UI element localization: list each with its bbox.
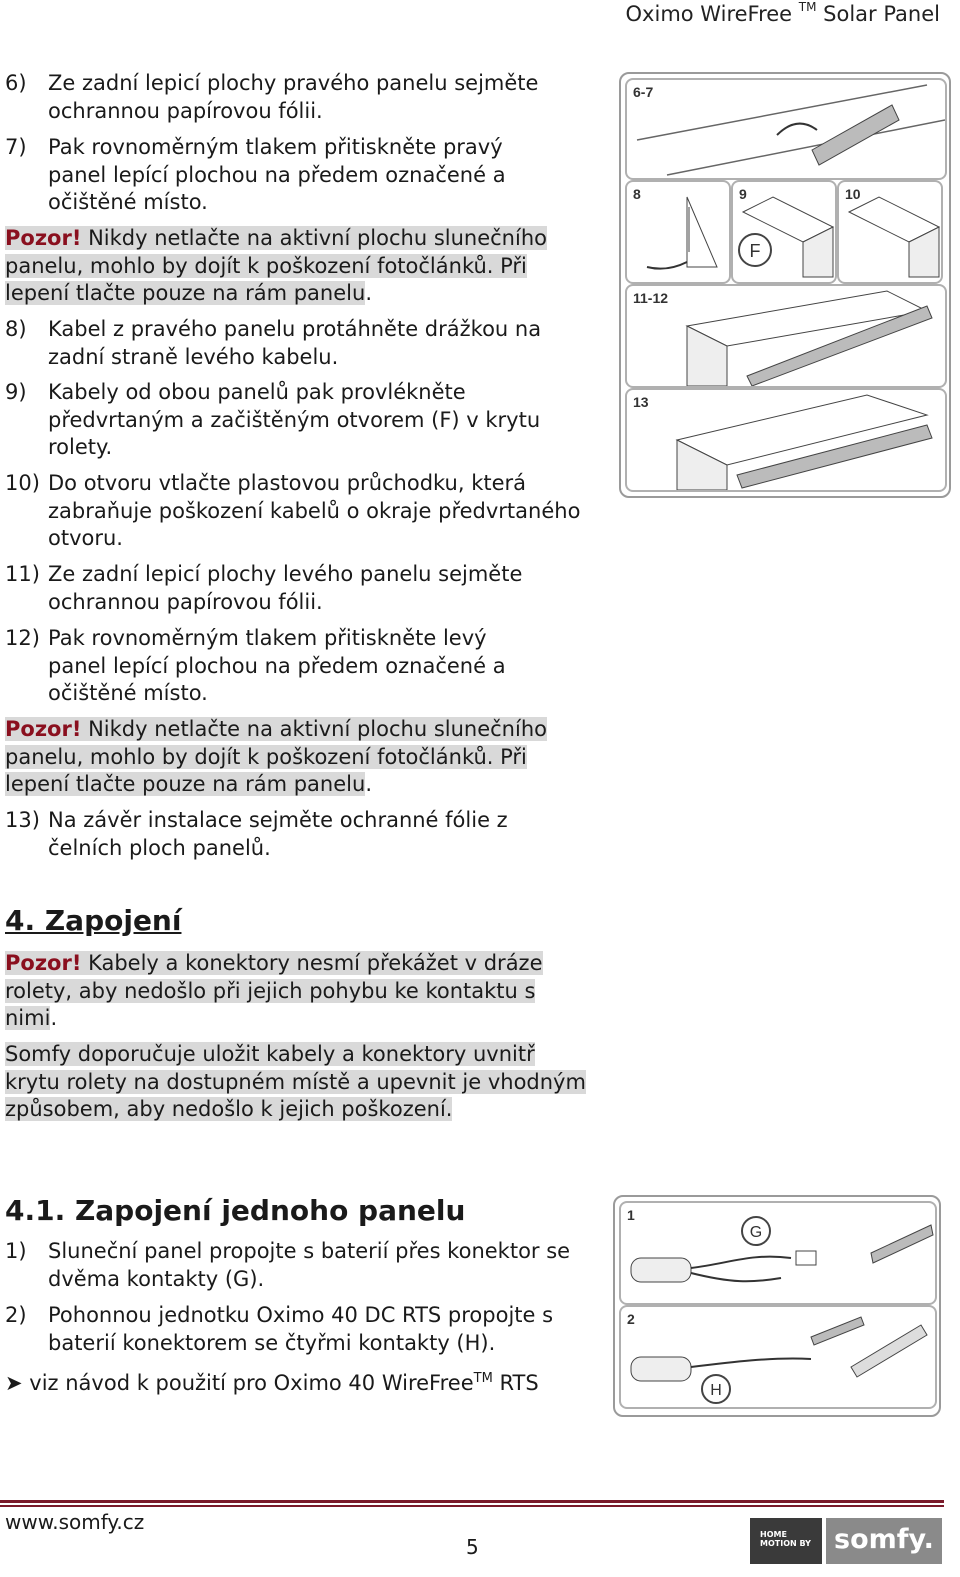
warning-text: Nikdy netlačte na aktivní plochu slunečního panelu, mohlo by dojít k poškození fotočlánků. Při lepení tlačte pouze na rám panelu xyxy=(5,226,547,305)
callout-h: H xyxy=(710,1382,722,1399)
step-6 xyxy=(5,70,605,125)
warning-label: Pozor! xyxy=(5,951,82,975)
panel-illustration xyxy=(621,1203,935,1303)
step-number: 7) xyxy=(5,135,27,159)
step-text: Pak rovnoměrným tlakem přitiskněte levý panel lepící plochou na předem označené a očištěné místo. xyxy=(48,626,506,705)
figure-panel-10 xyxy=(837,180,943,284)
warning-end: . xyxy=(365,772,372,796)
panel-label: 13 xyxy=(633,394,649,410)
step-text: Ze zadní lepicí plochy pravého panelu sejměte ochrannou papírovou fólii. xyxy=(48,71,539,123)
wiring-figure xyxy=(613,1195,941,1417)
figure-panel-11-12 xyxy=(625,284,947,388)
figure-panel-8 xyxy=(625,180,731,284)
warning-text: Kabely a konektory nesmí překážet v dráze rolety, aby nedošlo při jejich pohybu ke kontaktu s nimi xyxy=(5,951,543,1030)
note-text: Somfy doporučuje uložit kabely a konektory uvnitř krytu rolety na dostupném místě a upevnit je vhodným způsobem, aby nedošlo k jejich poškození. xyxy=(5,1042,586,1121)
step-number: 1) xyxy=(5,1239,27,1263)
running-header xyxy=(626,0,940,26)
panel-label: 2 xyxy=(627,1311,635,1327)
header-tm: TM xyxy=(798,0,817,14)
reference-text-a: viz návod k použití pro Oximo 40 WireFree xyxy=(22,1371,474,1395)
home-motion-logo: HOME MOTION BY xyxy=(750,1518,822,1564)
step-number: 13) xyxy=(5,808,40,832)
header-title-b: Solar Panel xyxy=(816,2,940,26)
panel-label: 8 xyxy=(633,186,641,202)
warning-end: . xyxy=(365,281,372,305)
section-4-warning xyxy=(5,950,565,1033)
figure-panel-9 xyxy=(731,180,837,284)
figure-panel-1 xyxy=(619,1201,937,1305)
step-number: 10) xyxy=(5,471,40,495)
step-number: 6) xyxy=(5,71,27,95)
section-4-heading: 4. Zapojení xyxy=(5,904,182,937)
step-text: Ze zadní lepicí plochy levého panelu sejměte ochrannou papírovou fólii. xyxy=(48,562,523,614)
panel-label: 9 xyxy=(739,186,747,202)
callout-f: F xyxy=(749,241,761,261)
step-13 xyxy=(5,807,605,862)
step-text: Kabel z pravého panelu protáhněte drážkou na zadní straně levého kabelu. xyxy=(48,317,542,369)
step-12 xyxy=(5,625,605,708)
step-8 xyxy=(5,316,605,371)
figure-panel-2 xyxy=(619,1305,937,1409)
step-10 xyxy=(5,470,605,553)
reference-text-b: RTS xyxy=(492,1371,539,1395)
panel-label: 1 xyxy=(627,1207,635,1223)
step-text: Sluneční panel propojte s baterií přes konektor se dvěma kontakty (G). xyxy=(48,1239,571,1291)
step-9 xyxy=(5,379,605,462)
panel-illustration xyxy=(627,182,729,282)
footer-rule xyxy=(0,1500,944,1503)
panel-illustration xyxy=(621,1307,935,1407)
step-number: 9) xyxy=(5,380,27,404)
header-title-a: Oximo WireFree xyxy=(625,2,799,26)
page-number: 5 xyxy=(466,1535,479,1559)
step-number: 11) xyxy=(5,562,40,586)
step-41-2 xyxy=(5,1302,605,1357)
installation-figure xyxy=(619,72,951,498)
panel-illustration xyxy=(627,390,945,490)
step-number: 2) xyxy=(5,1303,27,1327)
warning-block-2 xyxy=(5,716,595,799)
footer-rule-thin xyxy=(0,1505,944,1507)
step-text: Na závěr instalace sejměte ochranné fólie z čelních ploch panelů. xyxy=(48,808,508,860)
warning-label: Pozor! xyxy=(5,226,82,250)
callout-g: G xyxy=(749,1224,763,1241)
step-text: Kabely od obou panelů pak provlékněte předvrtaným a začištěným otvorem (F) v krytu rolety. xyxy=(48,380,541,459)
figure-panel-13 xyxy=(625,388,947,492)
step-text: Do otvoru vtlačte plastovou průchodku, která zabraňuje poškození kabelů o okraje předvrtaného otvoru. xyxy=(48,471,581,550)
panel-label: 11-12 xyxy=(633,290,669,306)
step-41-1 xyxy=(5,1238,605,1293)
step-7 xyxy=(5,134,605,217)
panel-illustration xyxy=(627,286,945,386)
section-4-note xyxy=(5,1041,595,1124)
figure-panel-6-7 xyxy=(625,78,947,180)
arrow-right-icon: ➤ xyxy=(5,1371,23,1395)
warning-end: . xyxy=(50,1006,58,1030)
panel-illustration xyxy=(733,182,835,282)
manual-reference xyxy=(5,1365,605,1398)
step-number: 8) xyxy=(5,317,27,341)
reference-tm: TM xyxy=(473,1371,493,1386)
somfy-logo: somfy. xyxy=(826,1518,942,1564)
step-text: Pak rovnoměrným tlakem přitiskněte pravý panel lepící plochou na předem označené a očištěné místo. xyxy=(48,135,506,214)
step-11 xyxy=(5,561,605,616)
section-41-heading: 4.1. Zapojení jednoho panelu xyxy=(5,1194,466,1227)
panel-label: 10 xyxy=(845,186,861,202)
panel-illustration xyxy=(627,80,945,178)
warning-block-1 xyxy=(5,225,595,308)
footer-url: www.somfy.cz xyxy=(5,1510,145,1534)
warning-text: Nikdy netlačte na aktivní plochu slunečního panelu, mohlo by dojít k poškození fotočlánků. Při lepení tlačte pouze na rám panelu xyxy=(5,717,547,796)
step-number: 12) xyxy=(5,626,40,650)
warning-label: Pozor! xyxy=(5,717,82,741)
step-text: Pohonnou jednotku Oximo 40 DC RTS propojte s baterií konektorem se čtyřmi kontakty (H). xyxy=(48,1303,554,1355)
panel-label: 6-7 xyxy=(633,84,654,100)
